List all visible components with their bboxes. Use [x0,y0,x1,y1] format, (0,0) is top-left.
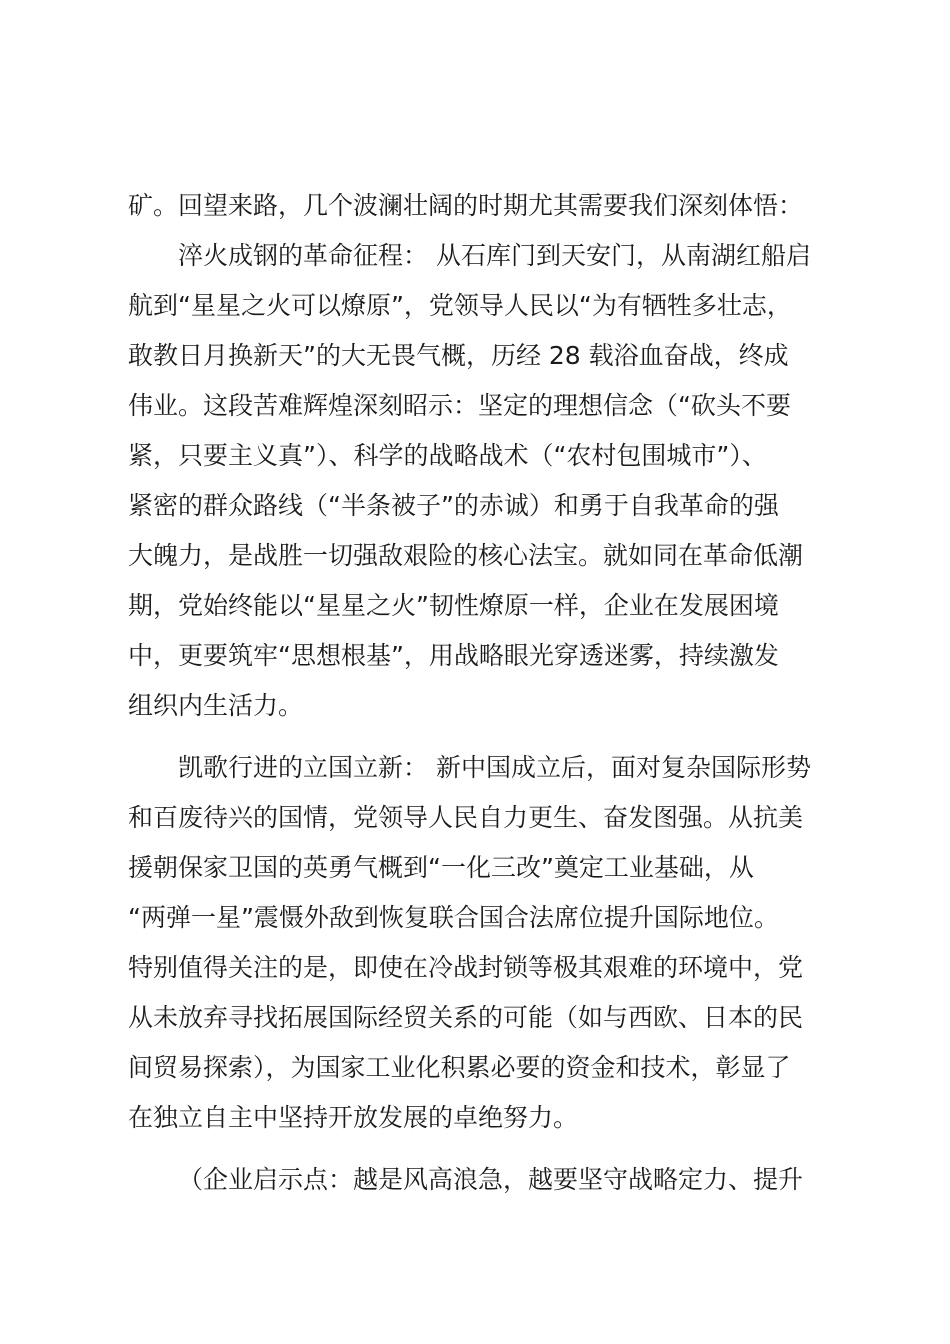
text-line: 在独立自主中坚持开放发展的卓绝努力。 [128,1103,579,1132]
text-line: 大魄力，是战胜一切强敌艰险的核心法宝。就如同在革命低潮 [128,541,804,570]
paragraph-gap [128,731,848,743]
text-line: 航到“星星之火可以燎原”，党领导人民以“为有牺牲多壮志， [128,291,792,320]
text-line: 和百废待兴的国情，党领导人民自力更生、奋发图强。从抗美 [128,803,804,832]
text-line: 从未放弃寻找拓展国际经贸关系的可能（如与西欧、日本的民 [128,1003,804,1032]
text-line: 中，更要筑牢“思想根基”，用战略眼光穿透迷雾，持续激发 [128,641,779,670]
text-line: 伟业。这段苦难辉煌深刻昭示：坚定的理想信念（“砍头不要 [128,391,791,420]
text-line: 矿。回望来路，几个波澜壮阔的时期尤其需要我们深刻体悟： [128,191,804,220]
text-line: 敢教日月换新天”的大无畏气概，历经 28 载浴血奋战，终成 [128,341,789,370]
text-line: 紧，只要主义真”）、科学的战略战术（“农村包围城市”）、 [128,441,767,470]
text-line: 紧密的群众路线（“半条被子”的赤诚）和勇于自我革命的强 [128,491,779,520]
text-line: 组织内生活力。 [128,691,304,720]
text-line: （企业启示点：越是风高浪急，越要坚守战略定力、提升 [178,1165,804,1194]
text-line: 特别值得关注的是，即使在冷战封锁等极其艰难的环境中，党 [128,953,804,982]
text-line: 凯歌行进的立国立新： 新中国成立后，面对复杂国际形势 [178,753,811,782]
text-line: 淬火成钢的革命征程： 从石库门到天安门，从南湖红船启 [178,241,811,270]
body-text [128,181,848,1205]
text-line: 期，党始终能以“星星之火”韧性燎原一样，企业在发展困境 [128,591,779,620]
text-line: “两弹一星”震慑外敌到恢复联合国合法席位提升国际地位。 [128,903,779,932]
text-line: 间贸易探索），为国家工业化积累必要的资金和技术，彰显了 [128,1053,791,1082]
text-line: 援朝保家卫国的英勇气概到“一化三改”奠定工业基础，从 [128,853,754,882]
paragraph-gap [128,1143,848,1155]
